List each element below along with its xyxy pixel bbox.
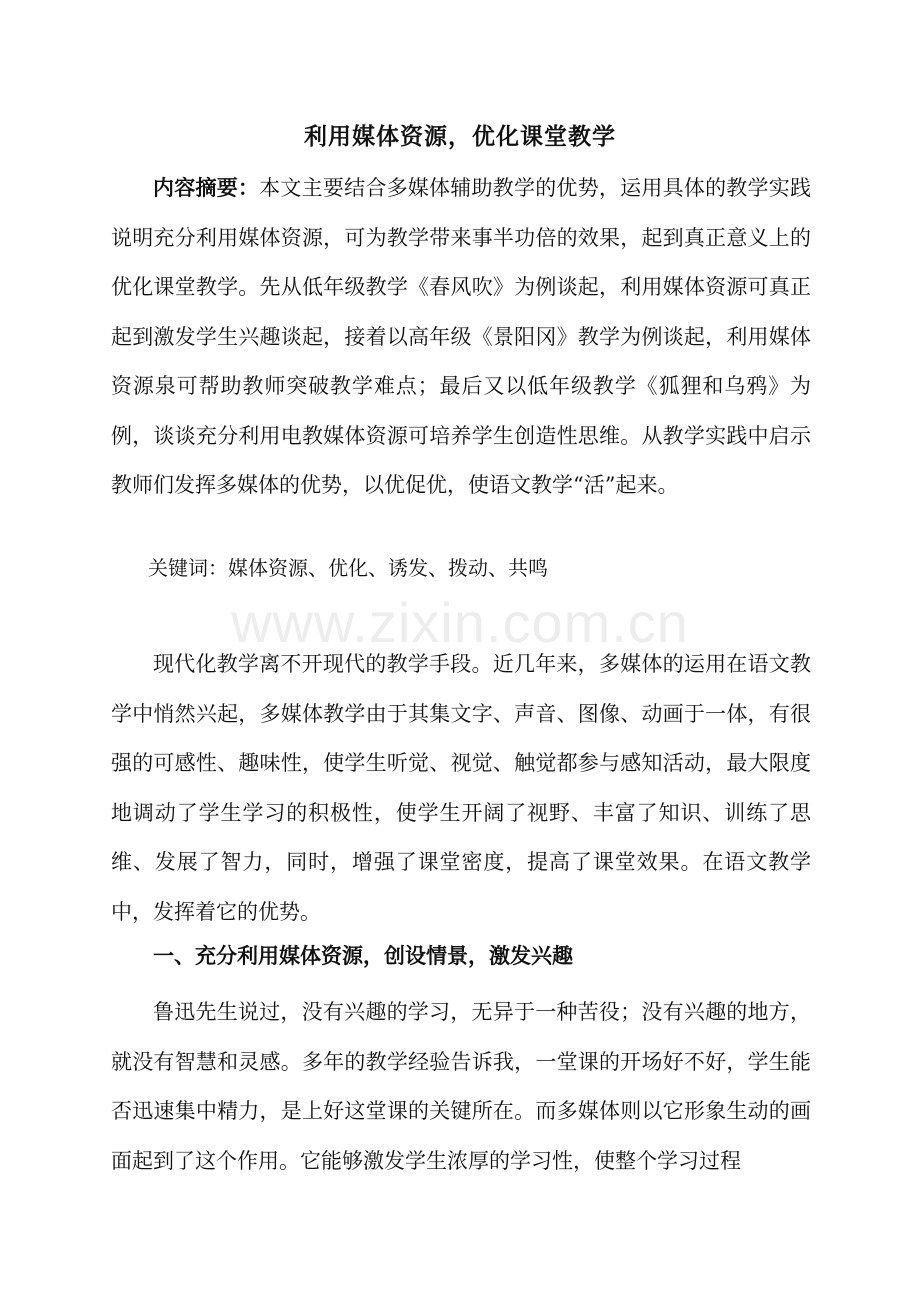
keywords-line: [148, 551, 548, 585]
section-paragraph: 鲁迅先生说过，没有兴趣的学习，无异于一种苦役；没有兴趣的地方，就没有智慧和灵感。多年的教学经验告诉我，一堂课的开场好不好，学生能否迅速集中精力，是上好这堂课的关键所在。而多媒体则以它形象生动的画面起到了这个作用。它能够激发学生浓厚的学习性，使整个学习过程: [111, 1000, 811, 1173]
keywords-label: 关键词：: [148, 556, 228, 580]
watermark: www.zixin.com.cn: [231, 591, 689, 654]
abstract-label: 内容摘要：: [153, 176, 260, 200]
abstract-text: 本文主要结合多媒体辅助教学的优势，运用具体的教学实践说明充分利用媒体资源，可为教学带来事半功倍的效果，起到真正意义上的优化课堂教学。先从低年级教学《春风吹》为例谈起，利用媒体资源可真正起到激发学生兴趣谈起，接着以高年级《景阳冈》教学为例谈起，利用媒体资源泉可帮助教师突破教学难点；最后又以低年级教学《狐狸和乌鸦》为例，谈谈充分利用电教媒体资源可培养学生创造性思维。从教学实践中启示教师们发挥多媒体的优势，以优促优，使语文教学“活”起来。: [111, 176, 812, 497]
section-heading: 一、充分利用媒体资源，创设情景，激发兴趣: [153, 944, 573, 968]
abstract-paragraph: [111, 164, 811, 511]
document-title: 利用媒体资源，优化课堂教学: [304, 124, 616, 150]
intro-paragraph: 现代化教学离不开现代的教学手段。近几年来，多媒体的运用在语文教学中悄然兴起，多媒体教学由于其集文字、声音、图像、动画于一体，有很强的可感性、趣味性，使学生听觉、视觉、触觉都参与感知活动，最大限度地调动了学生学习的积极性，使学生开阔了视野、丰富了知识、训练了思维、发展了智力，同时，增强了课堂密度，提高了课堂效果。在语文教学中，发挥着它的优势。: [111, 652, 811, 924]
keywords-text: 媒体资源、优化、诱发、拨动、共鸣: [228, 556, 548, 580]
